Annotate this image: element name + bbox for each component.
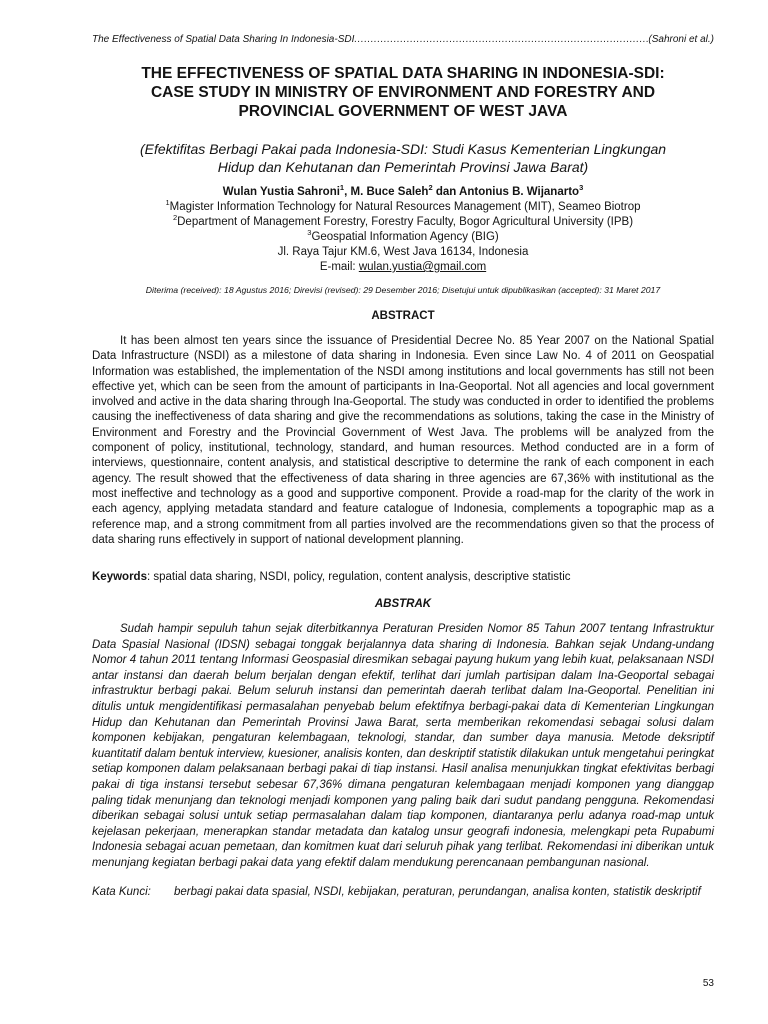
paper-subtitle: [100, 140, 706, 176]
paper-subtitle-line: Hidup dan Kehutanan dan Pemerintah Provinsi Jawa Barat): [217, 159, 589, 175]
submission-dates: Diterima (received): 18 Agustus 2016; Direvisi (revised): 29 Desember 2016; Disetujui untuk dipublikasikan (accepted): 31 Maret 2017: [145, 285, 661, 295]
running-head-leader-dots: [354, 34, 648, 45]
author-name: Antonius B. Wijanarto: [459, 186, 580, 198]
running-head-title: The Effectiveness of Spatial Data Sharing In Indonesia-SDI: [92, 34, 355, 45]
email-link[interactable]: wulan.yustia@gmail.com: [358, 261, 487, 273]
affiliation: [92, 215, 714, 230]
kata-kunci-label: Kata Kunci: [92, 886, 148, 898]
affiliation-marker: 2: [172, 213, 178, 222]
paper-subtitle-line: (Efektifitas Berbagi Pakai pada Indonesia-SDI: Studi Kasus Kementerian Lingkungan: [139, 141, 667, 157]
author-name: M. Buce Saleh: [350, 186, 429, 198]
paper-title-line: PROVINCIAL GOVERNMENT OF WEST JAVA: [238, 103, 568, 120]
author-affiliation-marker: 3: [579, 183, 584, 192]
paper-title: [92, 64, 714, 121]
affiliation-text: Geospatial Information Agency (BIG): [311, 231, 499, 243]
affiliation-text: Department of Management Forestry, Forestry Faculty, Bogor Agricultural University (IPB): [177, 216, 634, 228]
kata-kunci-text: berbagi pakai data spasial, NSDI, kebijakan, peraturan, perundangan, analisa konten, statistik deskriptif: [174, 886, 701, 898]
abstrak-body: Sudah hampir sepuluh tahun sejak diterbitkannya Peraturan Presiden Nomor 85 Tahun 2007 tentang Infrastruktur Data Spasial Nasional (IDSN) sebagai tonggak berjalannya data sharing di Indonesia. Bahkan sejak Undang-undang Nomor 4 tahun 2011 tentang Informasi Geospasial diresmikan sebagai payung hukum yang lebih kuat, pelaksanaan NSDI antar instansi dan daerah belum berjalan dengan efektif, terlihat dari jumlah partisipan dalam Ina-Geoportal sebagai infrastruktur berbagi pakai. Belum seluruh instansi dan pemerintah daerah terlibat dalam Ina-Geoportal. Penelitian ini ditulis untuk mengidentifikasi permasalahan penyebab belum efektifnya berbagi-pakai data di Kementerian Lingkungan Hidup dan Kehutanan dan Pemerintah Provinsi Jawa Barat, serta memberikan rekomendasi sebagai solusi dalam komponen kebijakan, pengaturan kelembagaan, teknologi, standar, dan sumber daya manusia. Metode deksriptif kuantitatif dalam bentuk interview, kuesioner, analisis konten, dan deskriptif statistik dilakukan untuk mengetahui peringkat setiap komponen dalam pelaksanaan berbagi pakai di tiap instansi. Hasil analisa menunjukkan tingkat efektivitas berbagi pakai di tiga instansi tersebut sebesar 67,36% dimana pengaturan kelembagaan menjadi komponen yang dianggap paling tidak menunjang dan teknologi menjadi komponen yang paling baik dari sudut pandang pengguna. Rekomendasi diberikan sebagai solusi untuk setiap permasalahan dalam tiap komponen, diantaranya perlu adanya road-map untuk kejelasan pekerjaan, menerapkan standar metadata dan katalog unsur geografi indonesia, melengkapi peta Rupabumi Indonesia sebagai acuan pemetaan, dan komitmen kuat dari seluruh pihak yang terlibat. Rekomendasi ini diberikan untuk menunjang kegiatan berbagi pakai data yang efektif dalam mendukung perencanaan pembangunan nasional.: [92, 623, 714, 869]
author-affiliation-marker: 2: [428, 183, 433, 192]
author-separator: ,: [344, 186, 351, 198]
running-head: [92, 34, 714, 45]
kata-kunci-label-group: [92, 885, 174, 900]
author-block: [92, 185, 714, 275]
author-name: Wulan Yustia Sahroni: [222, 186, 340, 198]
kata-kunci: [92, 885, 714, 900]
email-line: [92, 260, 714, 275]
keywords: [92, 571, 714, 583]
paper-title-line: CASE STUDY IN MINISTRY OF ENVIRONMENT AND FORESTRY AND: [150, 84, 656, 101]
address: Jl. Raya Tajur KM.6, West Java 16134, Indonesia: [277, 246, 529, 258]
kata-kunci-colon: :: [147, 886, 151, 898]
keywords-text: : spatial data sharing, NSDI, policy, regulation, content analysis, descriptive statistic: [146, 571, 571, 583]
affiliation-text: Magister Information Technology for Natural Resources Management (MIT), Seameo Biotrop: [169, 201, 641, 213]
running-head-authors: (Sahroni et al.): [648, 34, 714, 45]
abstract-body: It has been almost ten years since the issuance of Presidential Decree No. 85 Year 2007 on the National Spatial Data Infrastructure (NSDI) as a milestone of data sharing in Indonesia. Even since Law No. 4 of 2011 on Geospatial Information was established, the implementation of the NSDI among institutions and local governments has still not been effective yet, which can be seen from the amount of participants in Ina-Geoportal. Not all agencies and local government involved and active in the data sharing through Ina-Geoportal. The study was conducted in order to identified the problems causing the ineffectiveness of data sharing and give the recommendations as solutions, taking the case in the Ministry of Environment and Forestry and the Provincial Government of West Java. The problems will be analyzed from the component of policy, institutional, technology, standard, and human resources. Method conducted are in a form of interviews, questionnaire, content analysis, and statistical descriptive to determine the rank of each component in each agency. The result showed that the effectiveness of data sharing in three agencies are 67,36% with institutional as the most ineffective and technology as a good and supportive component. Provide a road-map for the clarity of the work in each agency, applying metadata standard and feature catalogue of Indonesia, complements a topographic map as a reference map, and a strong commitment from all parties involved are the recommendations given so that the process of data sharing runs effectively in support of national development planning.: [92, 335, 714, 546]
abstract-heading: ABSTRACT: [371, 310, 435, 322]
affiliation-marker: 3: [307, 228, 312, 237]
abstrak-heading: ABSTRAK: [374, 598, 432, 610]
paper-title-line: THE EFFECTIVENESS OF SPATIAL DATA SHARING IN INDONESIA-SDI:: [141, 65, 665, 82]
keywords-label: Keywords: [92, 571, 147, 583]
page-number: 53: [702, 978, 714, 989]
author-affiliation-marker: 1: [339, 183, 345, 192]
author-names: [92, 185, 714, 200]
affiliation-marker: 1: [165, 198, 170, 207]
email-label: E-mail:: [319, 261, 359, 273]
affiliation: [92, 230, 714, 245]
author-separator: dan: [432, 186, 460, 198]
affiliation: [92, 200, 714, 215]
